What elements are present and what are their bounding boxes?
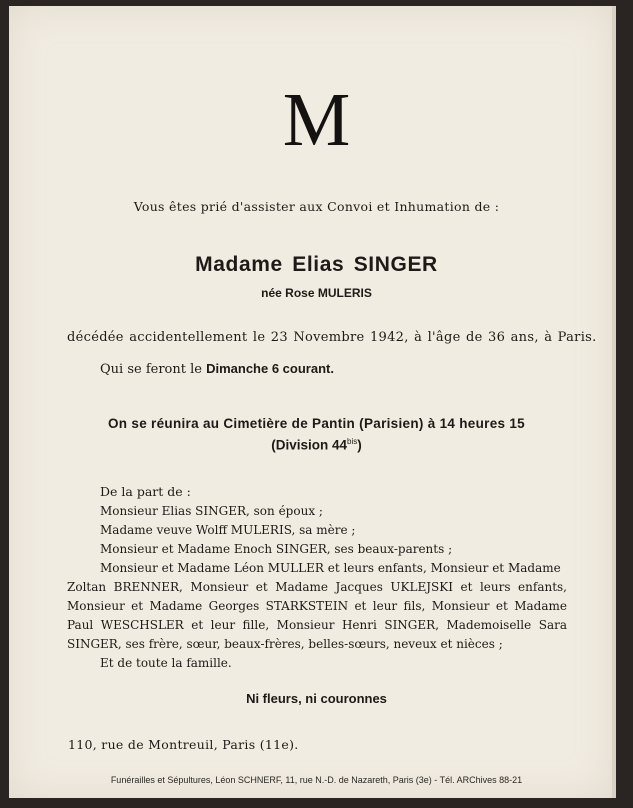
intro-text: Vous êtes prié d'assister aux Convoi et Inhumation de : bbox=[133, 199, 500, 214]
division-close: ) bbox=[357, 437, 362, 453]
death-notice: décédée accidentellement le 23 Novembre 1942, à l'âge de 36 ans, à Paris. bbox=[67, 330, 597, 345]
family-line: Zoltan BRENNER, Monsieur et Madame Jacques UKLEJSKI et leurs enfants, bbox=[67, 580, 567, 594]
printer-footer: Funérailles et Sépultures, Léon SCHNERF, 11, rue N.-D. de Nazareth, Paris (3e) - Tél. ARChives 88-21 bbox=[110, 775, 523, 785]
monogram: M bbox=[282, 78, 351, 162]
family-line: Paul WESCHSLER et leur fille, Monsieur Henri SINGER, Mademoiselle Sara bbox=[67, 618, 567, 632]
division-label: (Division 44 bbox=[271, 437, 348, 453]
deceased-name: Madame Elias SINGER bbox=[195, 253, 438, 276]
cemetery-division bbox=[0, 437, 633, 453]
no-flowers-notice: Ni fleurs, ni couronnes bbox=[246, 691, 387, 706]
funeral-date-day: Dimanche 6 courant. bbox=[206, 361, 334, 376]
family-list bbox=[67, 502, 567, 673]
funeral-date bbox=[100, 361, 334, 377]
family-line: Monsieur et Madame Léon MULLER et leurs enfants, Monsieur et Madame bbox=[100, 561, 561, 575]
family-line: Madame veuve Wolff MULERIS, sa mère ; bbox=[100, 523, 356, 537]
family-line: SINGER, ses frère, sœur, beaux-frères, belles-sœurs, neveux et nièces ; bbox=[67, 637, 503, 651]
home-address: 110, rue de Montreuil, Paris (11e). bbox=[68, 737, 299, 752]
meeting-place: On se réunira au Cimetière de Pantin (Parisien) à 14 heures 15 bbox=[107, 416, 525, 431]
family-line: Monsieur et Madame Georges STARKSTEIN et leur fils, Monsieur et Madame bbox=[67, 599, 567, 613]
birth-name: née Rose MULERIS bbox=[261, 286, 372, 300]
family-line: Et de toute la famille. bbox=[100, 656, 232, 670]
division-suffix: bis bbox=[347, 437, 358, 446]
family-line: Monsieur et Madame Enoch SINGER, ses beaux-parents ; bbox=[100, 542, 453, 556]
funeral-date-prefix: Qui se feront le bbox=[100, 362, 202, 377]
family-line: Monsieur Elias SINGER, son époux ; bbox=[100, 504, 323, 518]
from-label: De la part de : bbox=[100, 484, 191, 499]
